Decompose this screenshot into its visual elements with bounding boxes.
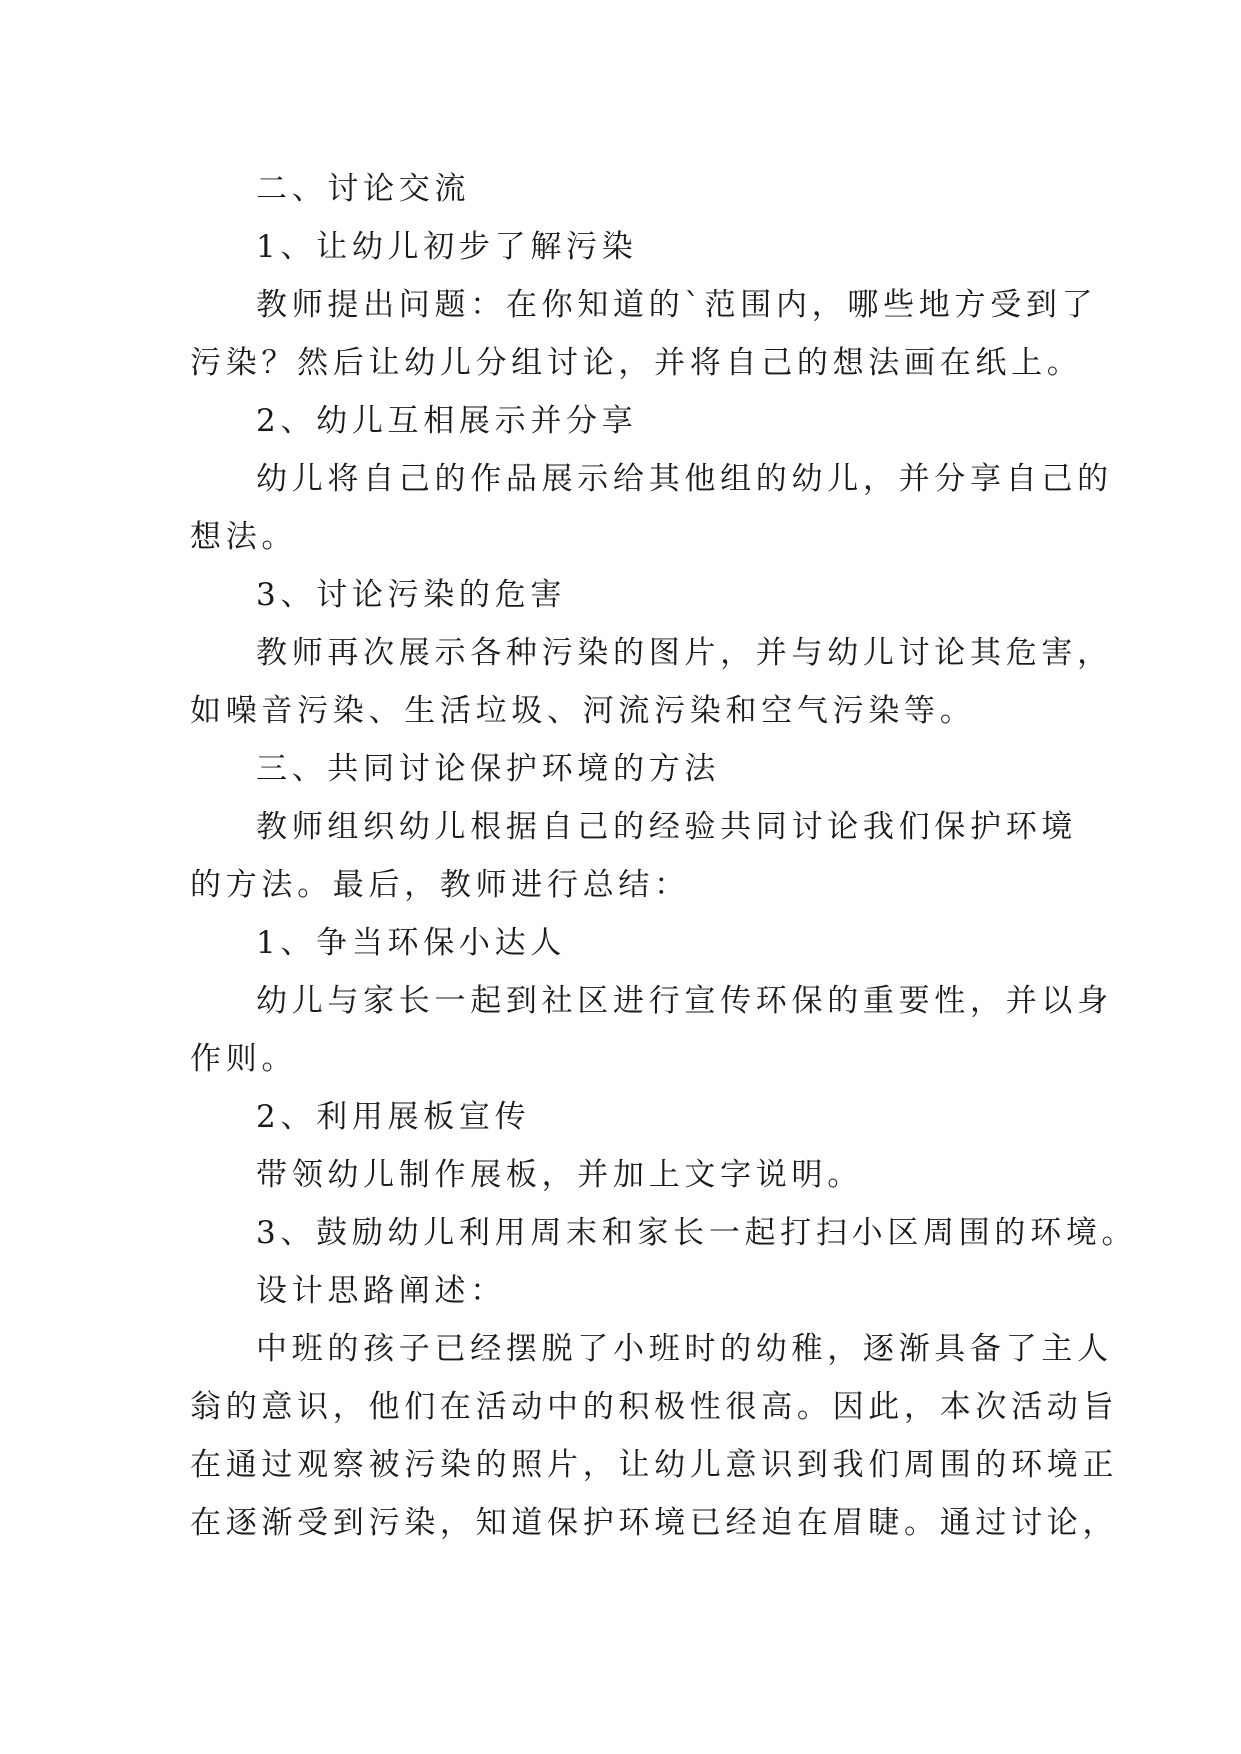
subsection-heading: 2、幼儿互相展示并分享: [256, 403, 638, 439]
section-heading: 二、讨论交流: [256, 171, 471, 207]
paragraph-line: 污染？然后让幼儿分组讨论，并将自己的想法画在纸上。: [190, 345, 1083, 381]
paragraph-line: 设计思路阐述：: [256, 1273, 506, 1309]
paragraph-line: 教师提出问题：在你知道的`范围内，哪些地方受到了: [256, 287, 1098, 323]
paragraph-line: 在逐渐受到污染，知道保护环境已经迫在眉睫。通过讨论，: [190, 1505, 1119, 1541]
paragraph-line: 教师组织幼儿根据自己的经验共同讨论我们保护环境: [256, 809, 1078, 845]
subsection-heading: 1、让幼儿初步了解污染: [256, 229, 638, 265]
paragraph-line: 的方法。最后，教师进行总结：: [190, 867, 690, 903]
paragraph-line: 想法。: [190, 519, 298, 555]
paragraph-line: 幼儿与家长一起到社区进行宣传环保的重要性，并以身: [256, 983, 1113, 1019]
document-body: [190, 160, 1138, 1552]
paragraph-line: 带领幼儿制作展板，并加上文字说明。: [256, 1157, 863, 1193]
paragraph-line: 作则。: [190, 1041, 298, 1077]
subsection-heading: 3、讨论污染的危害: [256, 577, 567, 613]
paragraph-line: 中班的孩子已经摆脱了小班时的幼稚，逐渐具备了主人: [256, 1331, 1113, 1367]
subsection-heading: 1、争当环保小达人: [256, 925, 567, 961]
paragraph-line: 幼儿将自己的作品展示给其他组的幼儿，并分享自己的: [256, 461, 1113, 497]
section-heading: 三、共同讨论保护环境的方法: [256, 751, 721, 787]
subsection-heading: 3、鼓励幼儿利用周末和家长一起打扫小区周围的环境。: [256, 1215, 1138, 1251]
paragraph-line: 翁的意识，他们在活动中的积极性很高。因此，本次活动旨: [190, 1389, 1119, 1425]
subsection-heading: 2、利用展板宣传: [256, 1099, 531, 1135]
paragraph-line: 如噪音污染、生活垃圾、河流污染和空气污染等。: [190, 693, 976, 729]
paragraph-line: 在通过观察被污染的照片，让幼儿意识到我们周围的环境正: [190, 1447, 1119, 1483]
paragraph-line: 教师再次展示各种污染的图片，并与幼儿讨论其危害，: [256, 635, 1113, 671]
